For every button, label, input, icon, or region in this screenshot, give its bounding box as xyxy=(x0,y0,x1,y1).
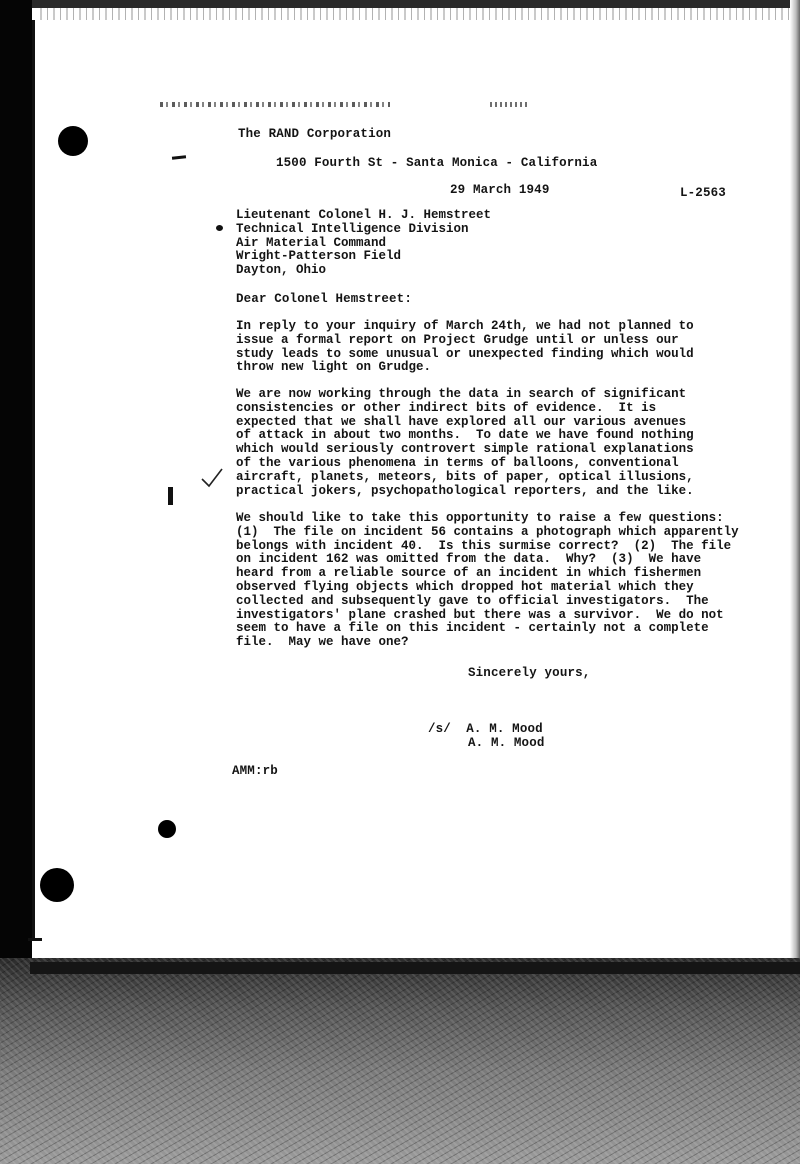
scan-right-shadow xyxy=(790,0,800,960)
paragraph-line: heard from a reliable source of an incident in which fishermen xyxy=(236,566,702,581)
punch-hole xyxy=(158,820,176,838)
check-mark-icon xyxy=(200,466,224,490)
scan-speckle xyxy=(490,102,530,107)
typist-initials: AMM:rb xyxy=(232,764,278,778)
paragraph-line: (1) The file on incident 56 contains a photograph which apparently xyxy=(236,524,739,539)
salutation: Dear Colonel Hemstreet: xyxy=(236,292,412,306)
paragraph-line: consistencies or other indirect bits of evidence. It is xyxy=(236,400,657,415)
scan-top-edge xyxy=(0,0,800,8)
scan-noise xyxy=(40,8,800,20)
paragraph-line: which would seriously controvert simple rational explanations xyxy=(236,442,694,457)
paragraph-1 xyxy=(236,320,694,375)
letterhead-address: 1500 Fourth St - Santa Monica - California xyxy=(276,156,598,170)
punch-hole xyxy=(40,868,74,902)
paragraph-line: file. May we have one? xyxy=(236,635,409,650)
letterhead-organization: The RAND Corporation xyxy=(238,127,392,141)
scan-margin-tick xyxy=(28,938,42,941)
margin-mark xyxy=(168,487,173,505)
scan-speckle xyxy=(160,102,390,107)
letter-date: 29 March 1949 xyxy=(450,183,550,197)
recipient-address xyxy=(236,209,491,278)
paragraph-line: In reply to your inquiry of March 24th, we had not planned to xyxy=(236,319,694,333)
paragraph-line: expected that we shall have explored all our various avenues xyxy=(236,414,687,429)
reference-number: L-2563 xyxy=(680,186,726,200)
signature-signed: /s/ A. M. Mood xyxy=(428,722,543,736)
recipient-line: Dayton, Ohio xyxy=(236,263,327,278)
recipient-line: Wright-Patterson Field xyxy=(236,249,402,264)
paragraph-line: seem to have a file on this incident - certainly not a complete xyxy=(236,621,709,636)
paragraph-line: of attack in about two months. To date we have found nothing xyxy=(236,428,694,443)
scan-margin-line xyxy=(32,20,35,940)
margin-mark xyxy=(216,225,223,231)
margin-mark xyxy=(172,155,186,159)
paragraph-3 xyxy=(236,512,739,650)
paragraph-line: belongs with incident 40. Is this surmise correct? (2) The file xyxy=(236,538,732,553)
signature-name: A. M. Mood xyxy=(468,736,545,750)
paragraph-line: observed flying objects which dropped hot material which they xyxy=(236,579,694,594)
scan-bottom-band xyxy=(30,962,800,974)
paragraph-line: aircraft, planets, meteors, bits of paper, optical illusions, xyxy=(236,469,694,484)
scan-bottom-area xyxy=(0,958,800,1164)
paragraph-line: practical jokers, psychopathological reporters, and the like. xyxy=(236,483,694,498)
recipient-line: Technical Intelligence Division xyxy=(236,221,469,236)
paragraph-line: investigators' plane crashed but there was a survivor. We do not xyxy=(236,607,724,622)
closing: Sincerely yours, xyxy=(468,666,591,680)
paragraph-line: of the various phenomena in terms of balloons, conventional xyxy=(236,455,679,470)
paragraph-line: We are now working through the data in search of significant xyxy=(236,387,687,401)
paragraph-line: on incident 162 was omitted from the data. Why? (3) We have xyxy=(236,552,702,567)
paragraph-line: throw new light on Grudge. xyxy=(236,360,432,375)
paragraph-line: issue a formal report on Project Grudge until or unless our xyxy=(236,332,679,347)
recipient-line: Air Material Command xyxy=(236,235,387,250)
recipient-line: Lieutenant Colonel H. J. Hemstreet xyxy=(236,208,492,222)
paragraph-line: study leads to some unusual or unexpected finding which would xyxy=(236,346,694,361)
paragraph-line: We should like to take this opportunity to raise a few questions: xyxy=(236,511,724,525)
punch-hole xyxy=(58,126,88,156)
paragraph-2 xyxy=(236,388,694,498)
paragraph-line: collected and subsequently gave to official investigators. The xyxy=(236,593,709,608)
